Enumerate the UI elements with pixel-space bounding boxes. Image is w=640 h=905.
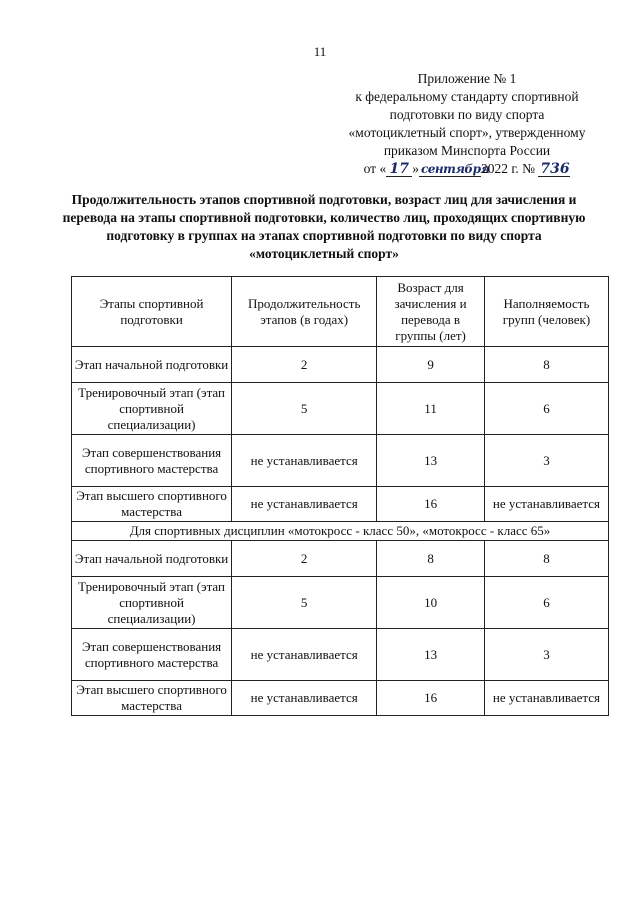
table-section-row <box>72 522 609 541</box>
cell-duration: 5 <box>232 383 377 435</box>
cell-group-size: не устанавливается <box>484 487 608 522</box>
cell-age: 13 <box>377 435 485 487</box>
cell-age: 13 <box>377 629 485 681</box>
cell-group-size: 8 <box>484 541 608 577</box>
appendix-line: приказом Минспорта России <box>383 143 551 158</box>
order-day-handwritten: 17 <box>386 162 412 177</box>
cell-age: 10 <box>377 577 485 629</box>
order-prefix: от « <box>363 161 387 176</box>
cell-group-size: 3 <box>484 629 608 681</box>
header-duration: Продолжительность этапов (в годах) <box>232 277 377 347</box>
cell-stage: Тренировочный этап (этап спортивной специализации) <box>72 383 232 435</box>
cell-duration: не устанавливается <box>232 435 377 487</box>
table-header-row <box>72 277 609 347</box>
cell-duration: не устанавливается <box>232 629 377 681</box>
cell-age: 11 <box>377 383 485 435</box>
cell-age: 9 <box>377 347 485 383</box>
order-month-handwritten: сентября <box>420 162 490 176</box>
cell-group-size: не устанавливается <box>484 681 608 716</box>
order-number-handwritten: 736 <box>540 161 570 177</box>
cell-age: 16 <box>377 681 485 716</box>
order-year: 2022 г. № <box>480 161 535 176</box>
cell-group-size: 8 <box>484 347 608 383</box>
cell-group-size: 6 <box>484 577 608 629</box>
table-row <box>72 541 609 577</box>
stages-table <box>71 276 609 716</box>
cell-stage: Этап высшего спортивного мастерства <box>72 487 232 522</box>
header-stages: Этапы спортивной подготовки <box>72 277 232 347</box>
table-row <box>72 681 609 716</box>
page-number: 11 <box>313 44 327 59</box>
cell-duration: не устанавливается <box>232 681 377 716</box>
section-label: Для спортивных дисциплин «мотокросс - класс 50», «мотокросс - класс 65» <box>72 522 609 541</box>
table-row <box>72 383 609 435</box>
table-row <box>72 577 609 629</box>
cell-duration: 5 <box>232 577 377 629</box>
table-row <box>72 629 609 681</box>
cell-age: 8 <box>377 541 485 577</box>
document-heading: Продолжительность этапов спортивной подготовки, возраст лиц для зачисления и перевода на этапы спортивной подготовки, количество лиц, проходящих спортивную подготовку в группах на этапах спортивной подготовки по виду спорта «мотоциклетный спорт» <box>62 192 586 261</box>
appendix-line: «мотоциклетный спорт», утвержденному <box>348 125 586 140</box>
appendix-block <box>332 70 602 178</box>
cell-stage: Этап высшего спортивного мастерства <box>72 681 232 716</box>
appendix-line: к федеральному стандарту спортивной <box>355 89 579 104</box>
order-mid: » <box>412 161 419 176</box>
cell-stage: Этап совершенствования спортивного мастерства <box>72 435 232 487</box>
header-group-size: Наполняемость групп (человек) <box>484 277 608 347</box>
appendix-line: подготовки по виду спорта <box>389 107 545 122</box>
cell-age: 16 <box>377 487 485 522</box>
table-row <box>72 347 609 383</box>
cell-duration: 2 <box>232 541 377 577</box>
appendix-line: Приложение № 1 <box>417 71 517 86</box>
cell-stage: Этап совершенствования спортивного мастерства <box>72 629 232 681</box>
cell-group-size: 3 <box>484 435 608 487</box>
cell-duration: не устанавливается <box>232 487 377 522</box>
cell-duration: 2 <box>232 347 377 383</box>
table-row <box>72 435 609 487</box>
cell-stage: Этап начальной подготовки <box>72 541 232 577</box>
cell-group-size: 6 <box>484 383 608 435</box>
cell-stage: Тренировочный этап (этап спортивной специализации) <box>72 577 232 629</box>
header-age: Возраст для зачисления и перевода в группы (лет) <box>377 277 485 347</box>
cell-stage: Этап начальной подготовки <box>72 347 232 383</box>
table-row <box>72 487 609 522</box>
order-line <box>332 160 602 178</box>
